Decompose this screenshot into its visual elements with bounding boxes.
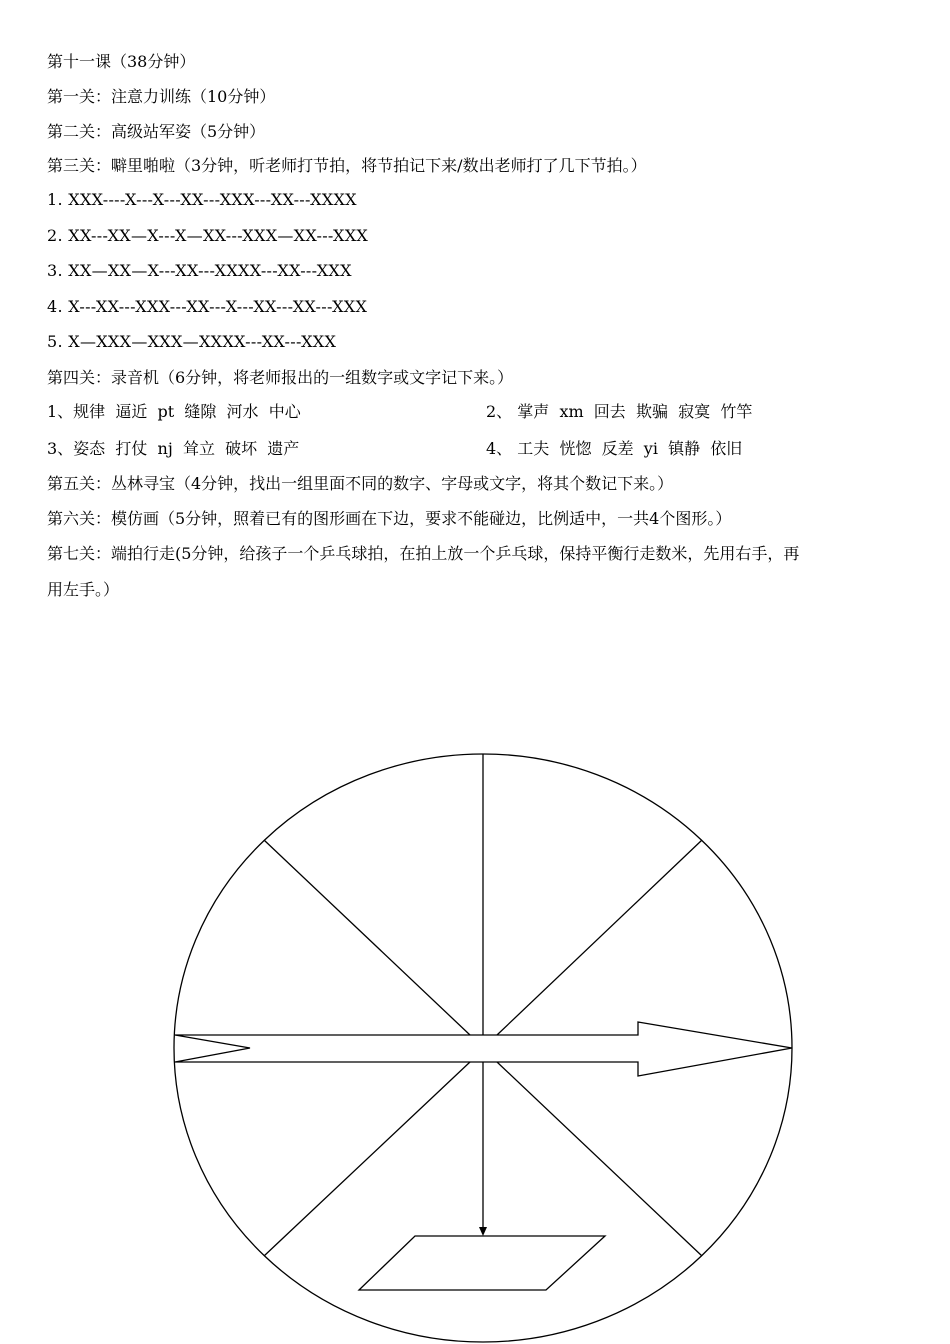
diagonal-lower-left <box>264 1062 470 1256</box>
vertical-arrow-head <box>479 1227 487 1236</box>
word-group-3: 3、姿态 打仗 nj 耸立 破坏 遗产 <box>47 439 300 458</box>
word-group-2: 2、 掌声 xm 回去 欺骗 寂寞 竹竿 <box>486 402 753 421</box>
diagonal-lower-right <box>497 1062 702 1256</box>
word-group-4: 4、 工夫 恍惚 反差 yi 镇静 依旧 <box>486 439 743 458</box>
level-6-line: 第六关：模仿画（5分钟，照着已有的图形画在下边，要求不能碰边，比例适中，一共4个图形。） <box>47 509 732 528</box>
rhythm-line-4: 4. X---XX---XXX---XX---X---XX---XX---XXX <box>47 297 368 316</box>
level-4-line: 第四关：录音机（6分钟，将老师报出的一组数字或文字记下来。） <box>47 368 514 387</box>
level-7-continuation: 用左手。） <box>47 580 120 599</box>
parallelogram <box>359 1236 605 1290</box>
word-group-1: 1、规律 逼近 pt 缝隙 河水 中心 <box>47 402 301 421</box>
diagonal-upper-left <box>264 840 470 1035</box>
rhythm-line-3: 3. XX—XX—X---XX---XXXX---XX---XXX <box>47 261 352 280</box>
lesson-title: 第十一课（38分钟） <box>47 52 196 71</box>
rhythm-line-1: 1. XXX----X---X---XX---XXX---XX---XXXX <box>47 190 357 209</box>
rhythm-line-5: 5. X—XXX—XXX—XXXX---XX---XXX <box>47 332 337 351</box>
level-3-line: 第三关：噼里啪啦（3分钟，听老师打节拍，将节拍记下来/数出老师打了几下节拍。） <box>47 156 647 175</box>
level-1-line: 第一关：注意力训练（10分钟） <box>47 87 276 106</box>
level-2-line: 第二关：高级站军姿（5分钟） <box>47 122 266 141</box>
level-7-line: 第七关：端拍行走(5分钟，给孩子一个乒乓球拍，在拍上放一个乒乓球，保持平衡行走数米，先用右手，再 <box>47 544 800 563</box>
level-5-line: 第五关：丛林寻宝（4分钟，找出一组里面不同的数字、字母或文字，将其个数记下来。） <box>47 474 674 493</box>
diagonal-upper-right <box>497 840 702 1035</box>
rhythm-line-2: 2. XX---XX—X---X—XX---XXX—XX---XXX <box>47 226 369 245</box>
